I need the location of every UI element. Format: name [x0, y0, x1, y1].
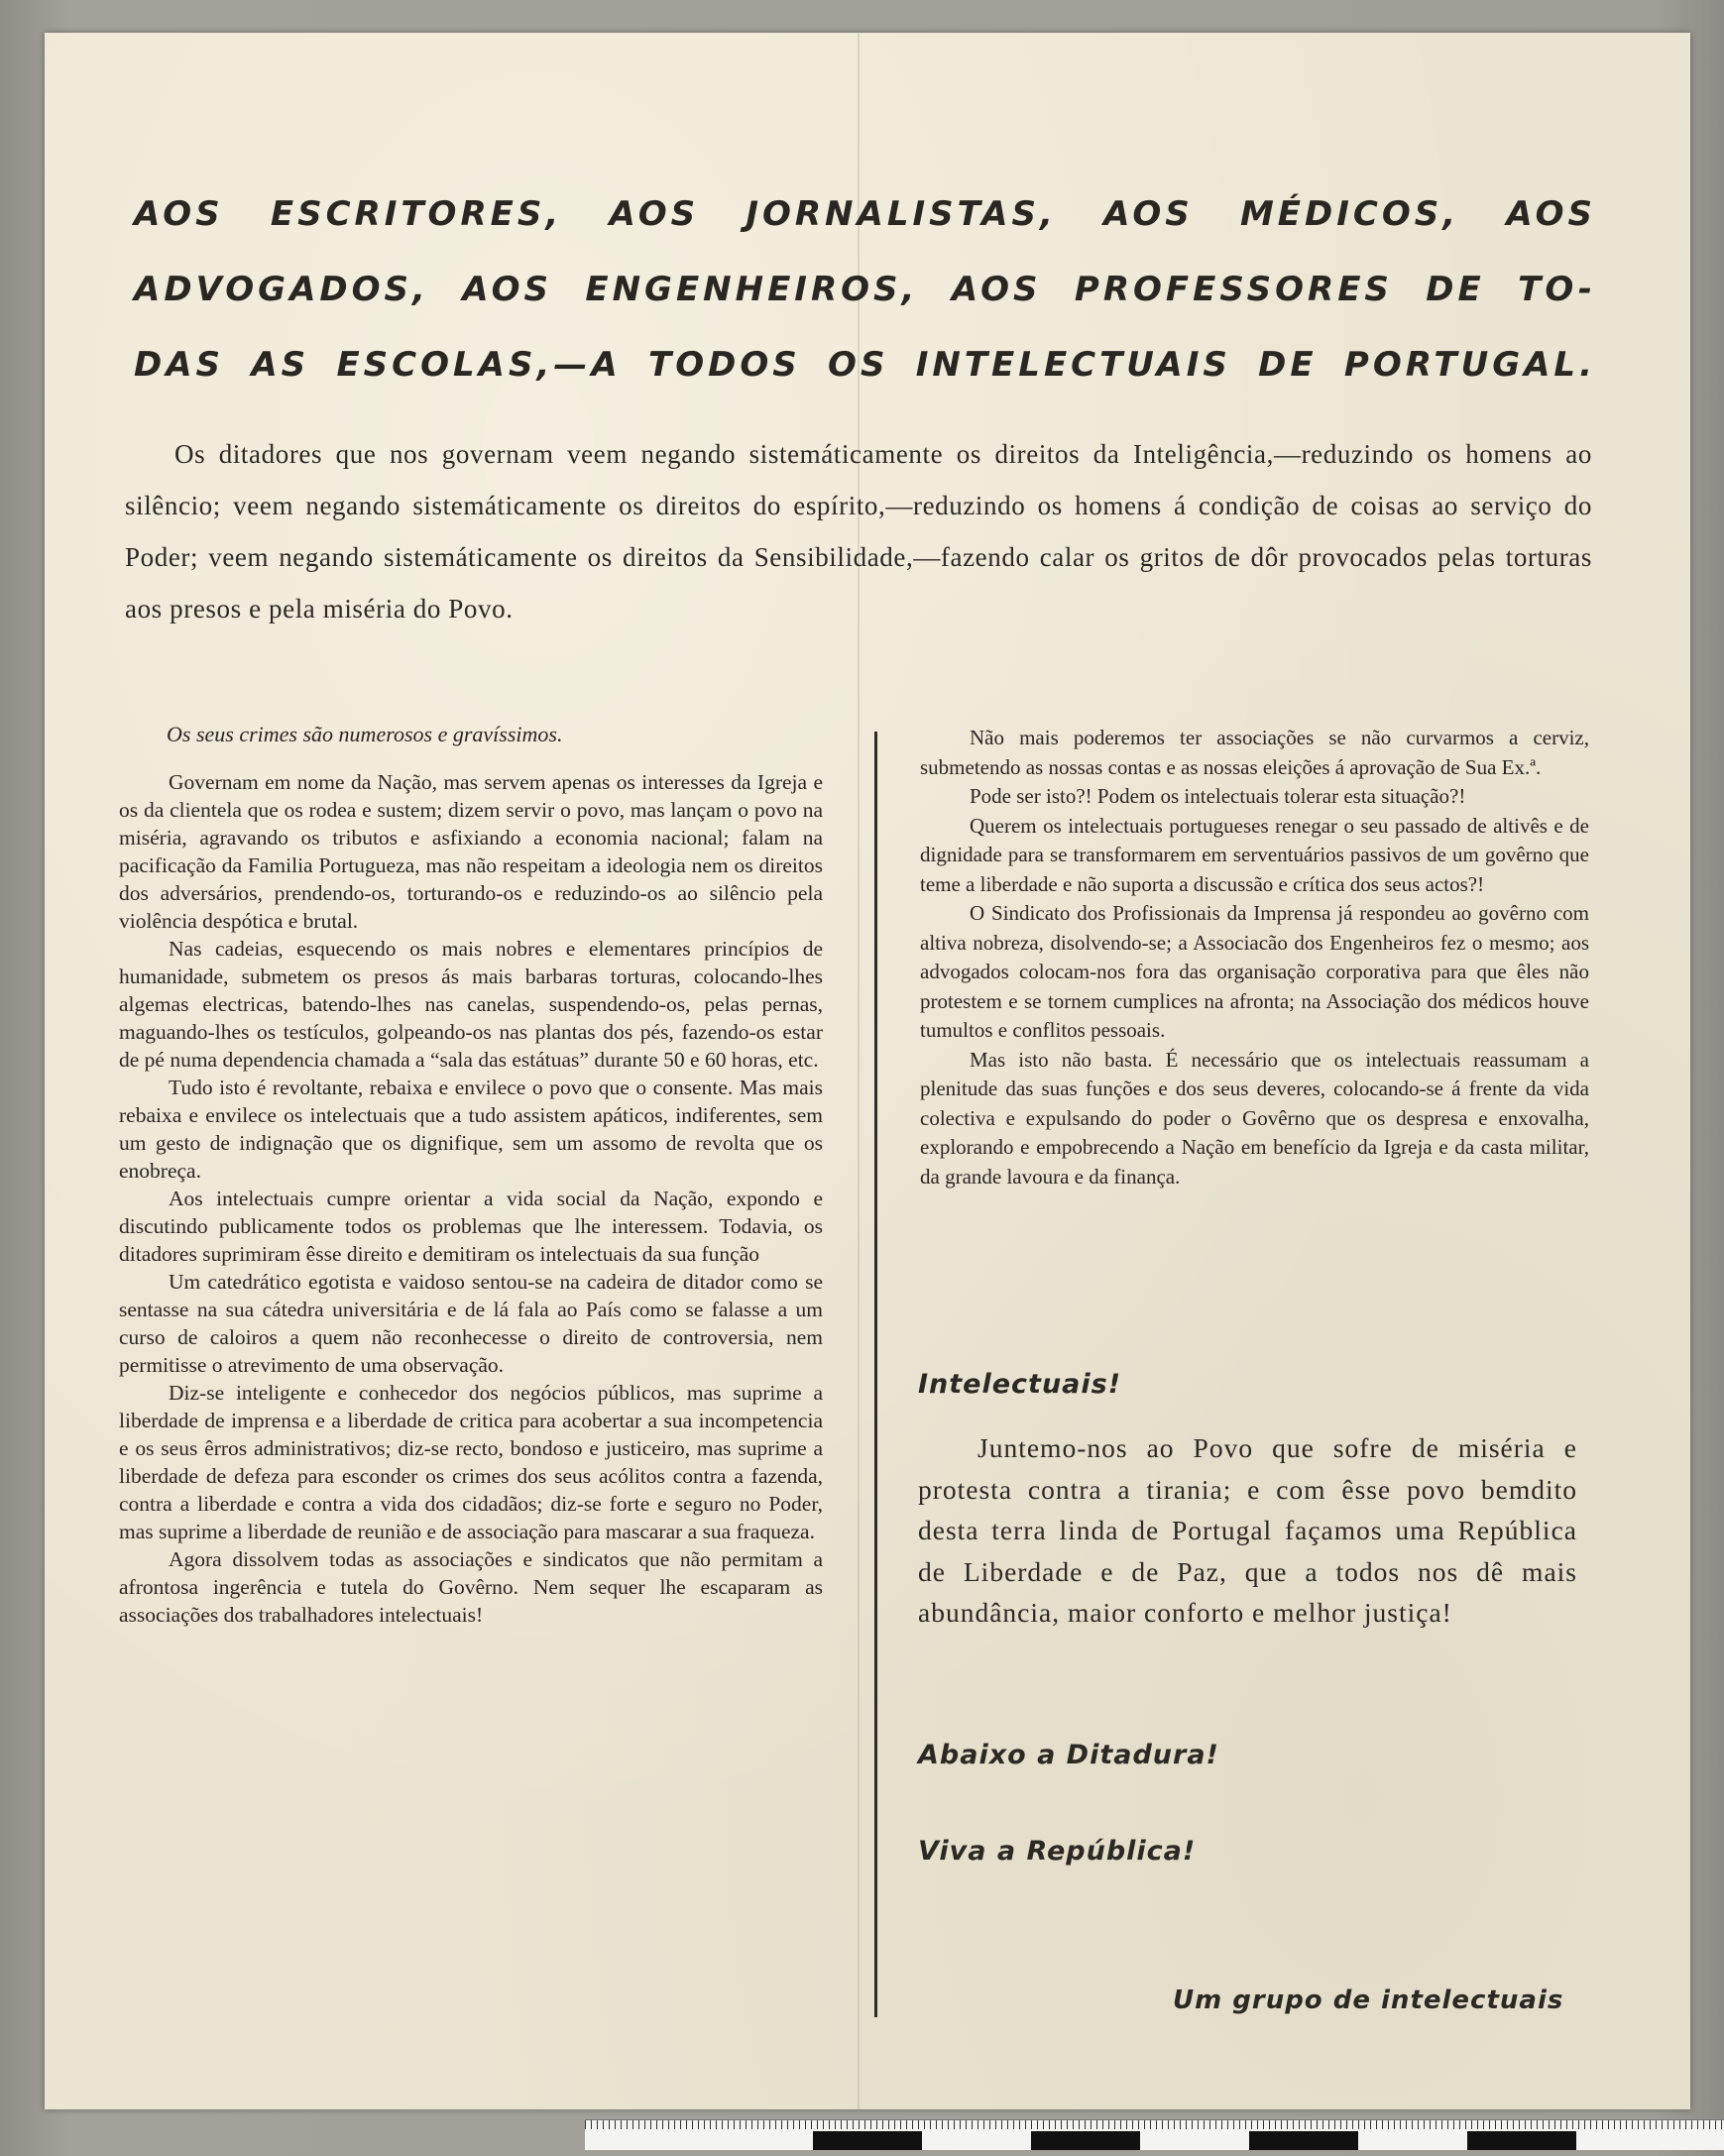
scale-bar-block [1249, 2131, 1358, 2150]
right-paragraph: Mas isto não basta. É necessário que os intelectuais reassumam a plenitude das suas funções e dos seus deveres, colocando-se á frente da vida colectiva e expulsando do poder o Govêrno que os despresa e enxovalha, explorando e empobrecendo a Nação em benefício da Igreja e da casta militar, da grande lavoura e da finança. [920, 1047, 1589, 1189]
intro-paragraph: Os ditadores que nos governam veem negando sistemáticamente os direitos da Inteligência,—reduzindo os homens ao silêncio; veem negando sistemáticamente os direitos do espírito,—reduzindo os homens á condição de coisas ao serviço do Poder; veem negando sistemáticamente os direitos da Sensibilidade,—fazendo calar os gritos de dôr provocados pelas torturas aos presos e pela miséria do Povo. [125, 439, 1592, 624]
right-paragraph: Não mais poderemos ter associações se não curvarmos a cerviz, submetendo as nossas contas e as nossas eleições á aprovação de Sua Ex.ª. [920, 726, 1589, 779]
right-paragraph: O Sindicato dos Profissionais da Imprensa já respondeu ao govêrno com altiva nobreza, disolvendo-se; a Associacão dos Engenheiros fez o mesmo; aos advogados colocam-nos fora das organisação corporativa para que êles não protestem e se tornem cumplices na afronta; na Associação dos médicos houve tumultos e conflitos pessoais. [920, 901, 1589, 1042]
signature: Um grupo de intelectuais [1173, 1986, 1564, 2015]
right-paragraph: Querem os intelectuais portugueses renegar o seu passado de altivês e de dignidade para se transformarem em serventuários passivos de um govêrno que teme a liberdade e não suporta a discussão e crítica dos seus actos?! [920, 813, 1589, 896]
column-divider [874, 732, 877, 2017]
left-column [119, 721, 823, 1629]
scale-bar-block [813, 2131, 922, 2150]
leaflet-heading [134, 176, 1596, 402]
call-paragraph: Juntemo-nos ao Povo que sofre de miséria e protesta contra a tirania; e com êsse povo bemdito desta terra linda de Portugal façamos uma República de Liberdade e de Paz, que a todos nos dê mais abundância, maior conforto e melhor justiça! [918, 1432, 1577, 1628]
heading-line: DAS AS ESCOLAS,—A TODOS OS INTELECTUAIS DE PORTUGAL. [134, 345, 1596, 385]
left-paragraph: Governam em nome da Nação, mas servem apenas os interesses da Igreja e os da clientela que os rodea e sustem; dizem servir o povo, mas lançam o povo na miséria, agravando os tributos e asfixiando a economia nacional; falam na pacificação da Familia Portugueza, mas não respeitam a ideologia nem os direitos dos adversários, prendendo-os, torturando-os e reduzindo-os ao silêncio pela violência despótica e brutal. [119, 770, 823, 933]
left-paragraph: Tudo isto é revoltante, rebaixa e envilece o povo que o consente. Mas mais rebaixa e envilece os intelectuais que a tudo assistem apáticos, indiferentes, sem um gesto de indignação que os dignifique, sem um assomo de revolta que os enobreça. [119, 1076, 823, 1183]
right-column [920, 724, 1589, 1191]
slogan-long-live-republic: Viva a República! [918, 1836, 1197, 1867]
call-heading: Intelectuais! [918, 1369, 1122, 1400]
heading-line: AOS ESCRITORES, AOS JORNALISTAS, AOS MÉDICOS, AOS [134, 194, 1596, 234]
slogan-down-with-dictatorship: Abaixo a Ditadura! [918, 1740, 1219, 1770]
left-paragraph: Agora dissolvem todas as associações e sindicatos que não permitam a afrontosa ingerência e tutela do Govêrno. Nem sequer lhe escaparam as associações dos trabalhadores intelectuais! [119, 1547, 823, 1627]
scale-bar-block [1467, 2131, 1576, 2150]
crimes-heading: Os seus crimes são numerosos e gravíssimos. [167, 722, 563, 746]
left-paragraph: Nas cadeias, esquecendo os mais nobres e elementares princípios de humanidade, submetem os presos ás mais barbaras torturas, colocando-lhes algemas electricas, batendo-lhes nas canelas, suspendendo-os, pelas pernas, maguando-lhes os testículos, golpeando-os nas plantas dos pés, fazendo-os estar de pé numa dependencia chamada a “sala das estátuas” durante 50 e 60 horas, etc. [119, 937, 823, 1072]
scan-scale-bar [585, 2119, 1724, 2150]
right-paragraph: Pode ser isto?! Podem os intelectuais tolerar esta situação?! [970, 784, 1466, 808]
left-paragraph: Diz-se inteligente e conhecedor dos negócios públicos, mas suprime a liberdade de imprensa e a liberdade de critica para acobertar a sua incompetencia e os seus êrros administrativos; diz-se recto, bondoso e justiceiro, mas suprime a liberdade de defeza para esconder os crimes dos seus acólitos contra a fazenda, contra a liberdade e contra a vida dos cidadãos; diz-se forte e seguro no Poder, mas suprime a liberdade de reunião e de associação para mascarar a sua fraqueza. [119, 1381, 823, 1543]
heading-line: ADVOGADOS, AOS ENGENHEIROS, AOS PROFESSORES DE TO- [134, 270, 1596, 309]
left-paragraph: Aos intelectuais cumpre orientar a vida social da Nação, expondo e discutindo publicamente todos os problemas que lhe interessem. Todavia, os ditadores suprimiram êsse direito e demitiram os intelectuais da sua função [119, 1187, 823, 1266]
scale-bar-block [1031, 2131, 1140, 2150]
left-paragraph: Um catedrático egotista e vaidoso sentou-se na cadeira de ditador como se sentasse na sua cátedra universitária e de lá fala ao País como se falasse a um curso de caloiros a quem não reconhecesse o direito de controversia, nem permitisse o atrevimento de uma observação. [119, 1270, 823, 1377]
